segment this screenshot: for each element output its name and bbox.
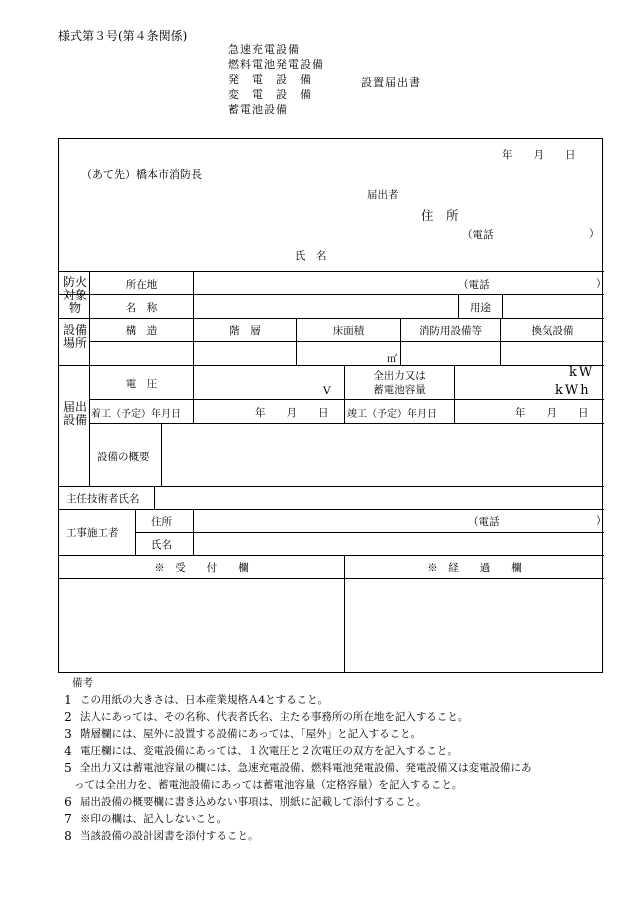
note-item-continued xyxy=(62,777,532,794)
equipment-section-label: 届出設備 xyxy=(62,400,87,427)
vrule-equip-3 xyxy=(454,365,455,423)
note-item xyxy=(62,794,532,811)
vrule-contractor-2 xyxy=(193,509,194,555)
contractor-name-label: 氏名 xyxy=(151,539,172,551)
voltage-unit: V xyxy=(323,385,331,397)
date-label: 年 月 日 xyxy=(502,149,576,161)
note-text: 当該設備の設計図書を添付すること。 xyxy=(80,830,259,842)
start-date: 年 月 日 xyxy=(255,407,329,419)
note-item xyxy=(62,692,532,709)
rule-5 xyxy=(59,365,604,366)
title-line-2: 燃料電池発電設備 xyxy=(228,58,324,71)
notes-heading: 備考 xyxy=(72,677,93,689)
vrule-overview xyxy=(161,423,162,486)
note-number: 8 xyxy=(64,829,72,843)
rule-8 xyxy=(59,486,604,487)
note-text: 法人にあっては、その名称、代表者氏名、主たる事務所の所在地を記入すること。 xyxy=(80,711,469,723)
rule-1 xyxy=(59,271,604,272)
contractor-phone-close: ） xyxy=(596,515,607,527)
unit-kwh: kWh xyxy=(555,383,591,398)
reception-label: ※ 受 付 欄 xyxy=(154,562,249,574)
contractor-phone-label: （電話 xyxy=(468,516,500,528)
note-number: 3 xyxy=(64,727,72,741)
engineer-label: 主任技術者氏名 xyxy=(66,493,140,505)
title-line-3: 発 電 設 備 xyxy=(228,73,312,86)
addressee: （あて先）橋本市消防長 xyxy=(81,168,202,181)
note-text: 全出力又は蓄電池容量の欄には、急速充電設備、燃料電池発電設備、発電設備又は変電設備にあ xyxy=(80,762,532,774)
col-ventilation: 換気設備 xyxy=(531,325,574,337)
form-number: 様式第３号(第４条関係) xyxy=(58,29,188,43)
note-text: ※印の欄は、記入しないこと。 xyxy=(80,813,227,825)
target-phone-label: （電話 xyxy=(458,279,490,291)
note-text: 届出設備の概要欄に書き込めない事項は、別紙に記載して添付すること。 xyxy=(80,796,427,808)
vrule-use-right xyxy=(502,294,503,318)
note-item xyxy=(62,828,532,845)
note-item xyxy=(62,726,532,743)
note-number: 2 xyxy=(64,710,72,724)
rule-2 xyxy=(59,294,604,295)
capacity-label-1: 全出力又は xyxy=(373,370,426,382)
rule-11 xyxy=(59,555,604,556)
vrule-contractor-1 xyxy=(135,509,136,555)
form-table xyxy=(58,138,607,673)
rule-3 xyxy=(59,318,604,319)
note-number: 5 xyxy=(64,761,72,775)
note-number: 4 xyxy=(64,744,72,758)
note-text: 電圧欄には、変電設備にあっては、１次電圧と２次電圧の双方を記入すること。 xyxy=(80,745,458,757)
address-label: 住 所 xyxy=(421,208,459,223)
unit-kw: kW xyxy=(569,365,595,380)
note-item xyxy=(62,760,532,777)
form-title-suffix: 設置届出書 xyxy=(361,76,421,89)
target-phone-close: ） xyxy=(596,278,607,290)
phone-close: ） xyxy=(589,228,600,240)
note-item xyxy=(62,743,532,760)
title-line-4: 変 電 設 備 xyxy=(228,88,312,101)
col-floor: 階 層 xyxy=(229,325,261,337)
note-text: っては全出力を、蓄電池設備にあっては蓄電池容量（定格容量）を記入すること。 xyxy=(74,779,463,791)
overview-label: 設備の概要 xyxy=(97,451,150,463)
title-line-5: 蓄電池設備 xyxy=(228,103,288,116)
vrule-engineer xyxy=(154,486,155,509)
site-section-label: 設備場所 xyxy=(62,323,87,350)
rule-7 xyxy=(89,423,604,424)
col-fire-equipment: 消防用設備等 xyxy=(419,325,482,337)
note-item xyxy=(62,811,532,828)
col-floor-area: 床面積 xyxy=(332,325,365,337)
contractor-label: 工事施工者 xyxy=(66,527,119,539)
name-label: 氏 名 xyxy=(295,250,327,262)
rule-4 xyxy=(89,341,604,342)
title-line-1: 急速充電設備 xyxy=(228,43,300,56)
form-title xyxy=(228,42,324,117)
use-label: 用途 xyxy=(470,302,491,314)
voltage-label: 電 圧 xyxy=(125,378,158,390)
complete-date: 年 月 日 xyxy=(515,407,589,419)
target-name-label: 名 称 xyxy=(125,302,158,314)
col-structure: 構 造 xyxy=(125,325,158,337)
rule-10 xyxy=(135,532,604,533)
contractor-address-label: 住所 xyxy=(151,516,172,528)
progress-label: ※ 経 過 欄 xyxy=(427,562,522,574)
capacity-label-2: 蓄電池容量 xyxy=(373,384,426,396)
rule-6 xyxy=(89,399,604,400)
note-number: 6 xyxy=(64,795,72,809)
vrule-equip-1 xyxy=(193,365,194,423)
area-unit: ㎡ xyxy=(387,354,397,365)
notes xyxy=(62,675,532,845)
complete-date-label: 竣工（予定）年月日 xyxy=(347,409,437,420)
location-label: 所在地 xyxy=(125,279,158,291)
note-number: 1 xyxy=(64,693,72,707)
target-section-label: 防火対象物 xyxy=(62,275,87,315)
rule-9 xyxy=(59,509,604,510)
note-item xyxy=(62,709,532,726)
rule-12 xyxy=(59,578,604,579)
note-text: この用紙の大きさは、日本産業規格Ａ4とすること。 xyxy=(80,694,329,706)
note-number: 7 xyxy=(64,812,72,826)
phone-label: （電話 xyxy=(462,229,494,241)
notifier-label: 届出者 xyxy=(367,189,399,201)
start-date-label: 着工（予定）年月日 xyxy=(91,409,181,420)
note-text: 階層欄には、屋外に設置する設備にあっては、「屋外」と記入すること。 xyxy=(80,728,422,740)
